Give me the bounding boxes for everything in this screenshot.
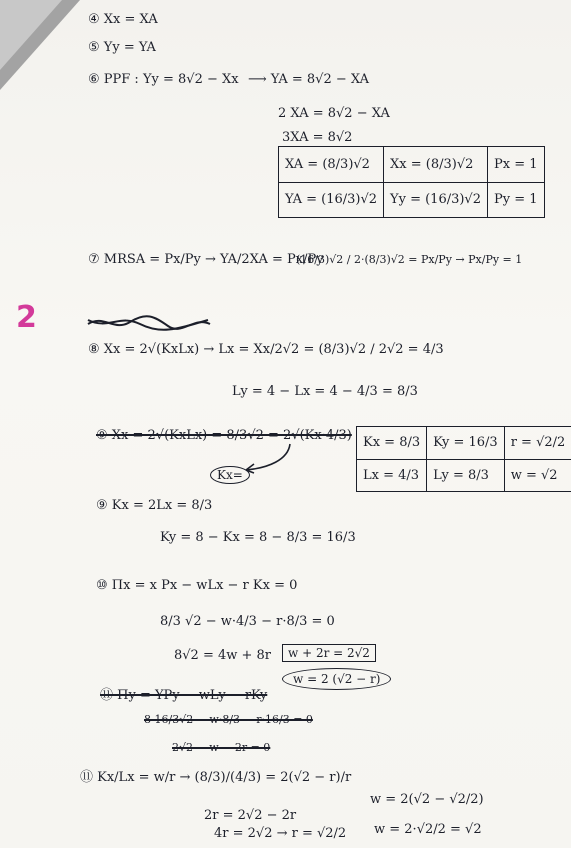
- cell-yy: Yy = (16/3)√2: [384, 182, 488, 218]
- results-table-1: [278, 146, 545, 218]
- cell-px: Px = 1: [488, 147, 545, 183]
- step-11-w1: w = 2(√2 − √2/2): [370, 792, 484, 807]
- step-11-struck-c: 2√2 − w − 2r = 0: [172, 741, 271, 754]
- step-7-mrs: ⑦ MRSA = Px/Py → YA/2XA = Px/Py: [88, 252, 324, 267]
- step-6-3xa: 3XA = 8√2: [282, 130, 353, 145]
- arrow-to-kx: [238, 440, 298, 474]
- step-9-kx: ⑨ Kx = 2Lx = 8/3: [96, 498, 213, 513]
- step-7-ratio: (16/3)√2 / 2·(8/3)√2 = Px/Py → Px/Py = 1: [296, 253, 523, 266]
- cell-xa: XA = (8/3)√2: [279, 147, 384, 183]
- step-10-box: w + 2r = 2√2: [282, 644, 376, 662]
- cell-ky: Ky = 16/3: [427, 427, 505, 460]
- folded-corner-highlight: [0, 0, 62, 70]
- cell-w: w = √2: [504, 459, 571, 492]
- step-10-simplify: 8√2 = 4w + 8r: [174, 648, 272, 663]
- step-10-profit: ⑩ Πx = x Px − wLx − r Kx = 0: [96, 578, 298, 593]
- results-table-2: [356, 426, 571, 492]
- step-6-2xa: 2 XA = 8√2 − XA: [278, 106, 390, 121]
- step-11-struck-a: ⑪ Πy = YPy − wLy − rKy: [100, 688, 268, 703]
- step-11-ratio: ⑪ Kx/Lx = w/r → (8/3)/(4/3) = 2(√2 − r)/r: [80, 770, 352, 785]
- cell-ya: YA = (16/3)√2: [279, 182, 384, 218]
- step-11-w2: w = 2·√2/2 = √2: [374, 822, 482, 837]
- step-11-struck-b: 8 16/3√2 − w·8/3 − r·16/3 = 0: [144, 713, 313, 726]
- cell-py: Py = 1: [488, 182, 545, 218]
- cell-kx: Kx = 8/3: [357, 427, 427, 460]
- step-8-lx: ⑧ Xx = 2√(KxLx) → Lx = Xx/2√2 = (8/3)√2 / 2√2 = 4/3: [88, 342, 444, 357]
- step-5: ⑤ Yy = YA: [88, 40, 156, 55]
- step-10-oval: w = 2 (√2 − r): [282, 668, 391, 690]
- step-6-ppf: ⑥ PPF : Yy = 8√2 − Xx: [88, 72, 239, 87]
- page-side-mark: 2: [16, 300, 37, 335]
- step-4: ④ Xx = XA: [88, 12, 158, 27]
- step-11-4r: 4r = 2√2 → r = √2/2: [214, 826, 347, 841]
- step-9-ky: Ky = 8 − Kx = 8 − 8/3 = 16/3: [160, 530, 356, 545]
- step-11-2r: 2r = 2√2 − 2r: [204, 808, 297, 823]
- scribble-crossed-out: [84, 312, 214, 334]
- cell-r: r = √2/2: [504, 427, 571, 460]
- cell-xx: Xx = (8/3)√2: [384, 147, 488, 183]
- step-8-ly: Ly = 4 − Lx = 4 − 4/3 = 8/3: [232, 384, 418, 399]
- step-10-sub: 8/3 √2 − w·4/3 − r·8/3 = 0: [160, 614, 335, 629]
- cell-ly: Ly = 8/3: [427, 459, 505, 492]
- step-6-ya: ⟶ YA = 8√2 − XA: [248, 72, 370, 87]
- kx-oval: Kx=: [210, 466, 250, 484]
- step-9-struck: ⑨ Xx = 2√(KxLx) = 8/3√2 = 2√(Kx·4/3): [96, 428, 352, 443]
- cell-lx: Lx = 4/3: [357, 459, 427, 492]
